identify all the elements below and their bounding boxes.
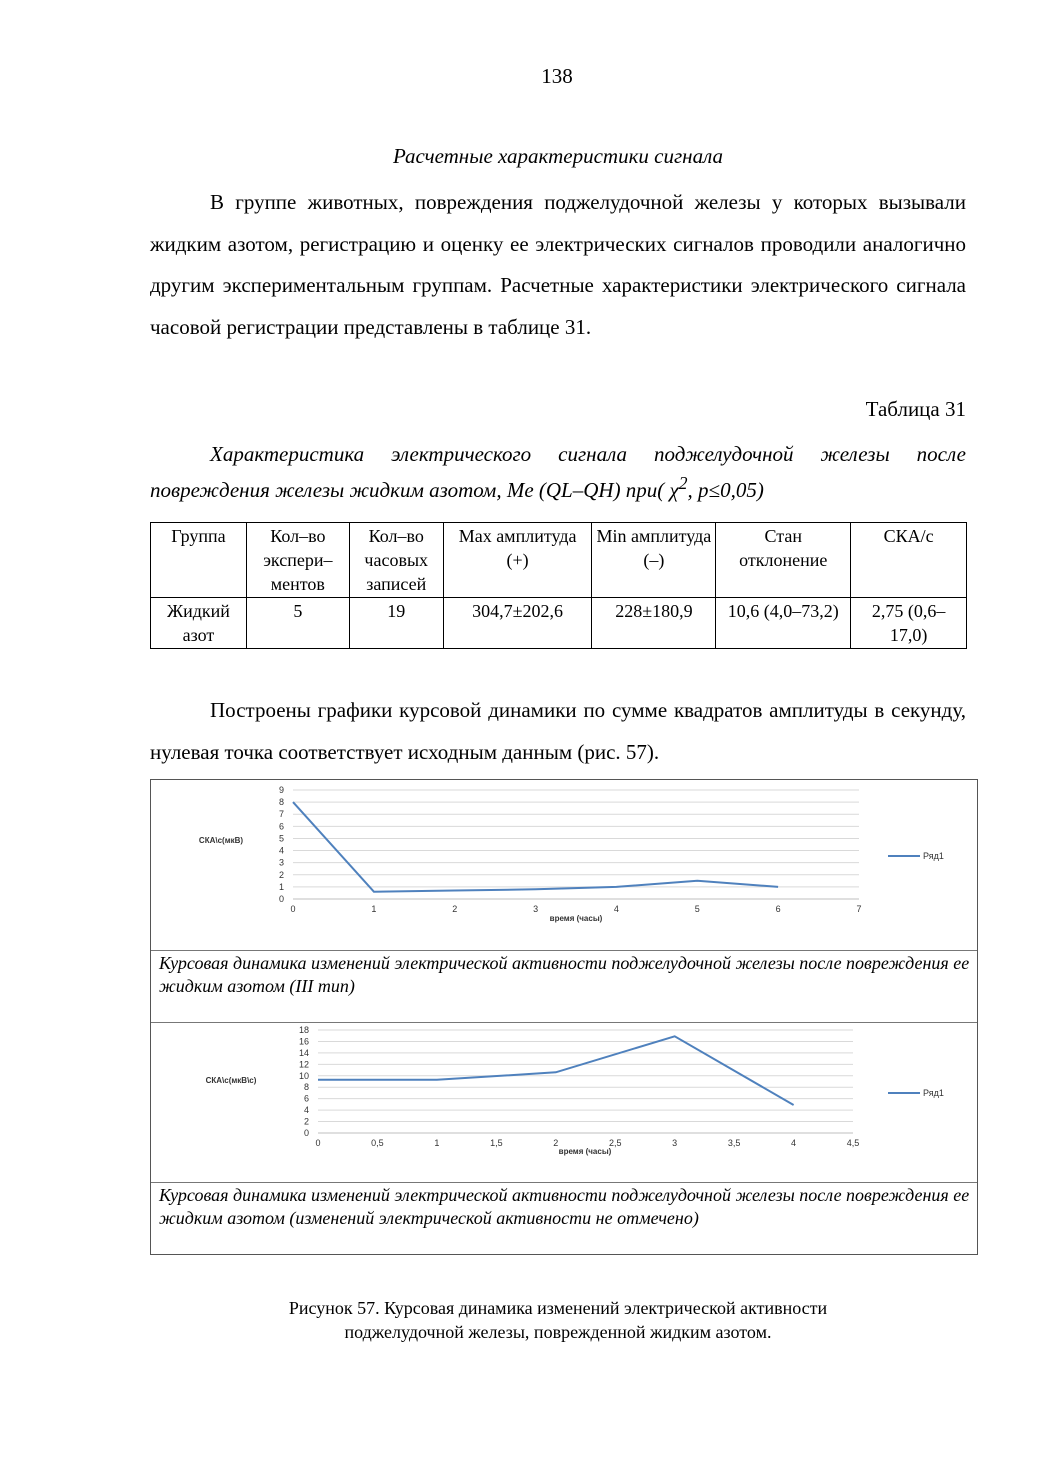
y-tick-label: 6: [303, 1093, 309, 1104]
intro-paragraph-text: В группе животных, повреждения поджелудочной железы у которых вызывали жидким азотом, регистрацию и оценку ее электрических сигналов проводили аналогично другим экспериментальным группам. Расчетные характеристики электрического сигнала часовой регистрации представлены в таблице 31.: [150, 190, 966, 339]
y-tick-label: 14: [298, 1047, 309, 1058]
paragraph-2: [150, 690, 966, 773]
x-tick-label: 4,5: [846, 1138, 860, 1148]
x-tick-label: 2: [452, 904, 458, 914]
table-caption-text: Характеристика электрического сигнала поджелудочной железы после повреждения железы жидким азотом, Me (QL–QH) при( χ: [150, 442, 966, 502]
legend-label: Ряд1: [923, 851, 944, 861]
table-caption-tail: , p≤0,05): [687, 478, 764, 502]
x-tick-label: 4: [613, 904, 619, 914]
y-tick-label: 18: [298, 1025, 309, 1035]
chart-1-separator: [151, 950, 977, 951]
x-tick-label: 2,5: [608, 1138, 622, 1148]
y-tick-label: 12: [298, 1059, 309, 1070]
y-tick-label: 5: [278, 833, 284, 844]
table-caption-superscript: 2: [678, 473, 688, 493]
series-line: [293, 802, 778, 892]
y-tick-label: 16: [298, 1036, 309, 1047]
x-tick-label: 3: [533, 904, 539, 914]
figure-title: [150, 1296, 966, 1344]
table-header-cell: Группа: [151, 523, 247, 598]
table-cell: 304,7±202,6: [443, 598, 592, 649]
table-header-row: [151, 523, 967, 598]
chart-2-caption: Курсовая динамика изменений электрической активности поджелудочной железы после повреждения ее жидким азотом (изменений электрической активности не отмечено): [159, 1185, 970, 1228]
table-header-cell: Max амплитуда (+): [443, 523, 592, 598]
x-tick-label: 1: [434, 1138, 440, 1148]
y-axis-label: СКА\с(мкВ): [198, 836, 244, 845]
table-header-cell: Min амплитуда (–): [592, 523, 716, 598]
y-tick-label: 7: [278, 809, 284, 820]
x-tick-label: 5: [694, 904, 700, 914]
intro-paragraph: [150, 182, 966, 348]
x-axis-label: время (часы): [549, 914, 603, 923]
table-cell: Жидкий азот: [151, 598, 247, 649]
table-caption: [150, 440, 966, 505]
chart-2: [151, 1023, 977, 1183]
table-cell: 2,75 (0,6–17,0): [851, 598, 967, 649]
y-tick-label: 9: [278, 785, 284, 795]
x-tick-label: 3: [672, 1138, 678, 1148]
x-tick-label: 1: [371, 904, 377, 914]
table-header-cell: Стан отклонение: [716, 523, 851, 598]
y-tick-label: 4: [278, 845, 284, 856]
page-number: 138: [541, 64, 573, 88]
x-axis-label: время (часы): [558, 1147, 612, 1156]
figure-title-line-1: Рисунок 57. Курсовая динамика изменений электрической активности: [288, 1298, 828, 1318]
y-axis-label: СКА\с(мкВ\с): [205, 1076, 257, 1085]
table-cell: 5: [246, 598, 349, 649]
section-title: Расчетные характеристики сигнала: [393, 144, 723, 168]
table-header-cell: СКА/с: [851, 523, 967, 598]
chart-2-caption-separator: [151, 1182, 977, 1183]
table-cell: 228±180,9: [592, 598, 716, 649]
x-tick-label: 1,5: [490, 1138, 503, 1148]
table-cell: 10,6 (4,0–73,2): [716, 598, 851, 649]
y-tick-label: 3: [278, 857, 284, 868]
data-table: [150, 522, 967, 649]
table-row: [151, 598, 967, 649]
x-tick-label: 0: [290, 904, 296, 914]
y-tick-label: 8: [278, 797, 284, 808]
x-tick-label: 0: [315, 1138, 321, 1148]
y-tick-label: 2: [278, 869, 284, 880]
x-tick-label: 2: [553, 1138, 559, 1148]
legend-label: Ряд1: [923, 1088, 944, 1098]
y-tick-label: 2: [303, 1116, 309, 1127]
paragraph-2-text: Построены графики курсовой динамики по сумме квадратов амплитуды в секунду, нулевая точка соответствует исходным данным (рис. 57).: [150, 698, 966, 764]
series-line: [318, 1036, 794, 1105]
y-tick-label: 1: [278, 881, 284, 892]
chart-1-caption: Курсовая динамика изменений электрической активности поджелудочной железы после повреждения ее жидким азотом (III тип): [159, 953, 970, 996]
y-tick-label: 8: [303, 1082, 309, 1093]
y-tick-label: 0: [303, 1128, 309, 1138]
figure-title-line-2: поджелудочной железы, поврежденной жидким азотом.: [344, 1322, 772, 1342]
table-cell: 19: [349, 598, 443, 649]
figure-frame: [150, 779, 978, 1255]
x-tick-label: 6: [775, 904, 781, 914]
chart-1: [151, 780, 977, 950]
x-tick-label: 4: [791, 1138, 797, 1148]
table-label: Таблица 31: [865, 397, 966, 421]
table-header-cell: Кол–во экспери–ментов: [246, 523, 349, 598]
y-tick-label: 4: [303, 1105, 309, 1116]
x-tick-label: 3,5: [727, 1138, 741, 1148]
y-tick-label: 0: [278, 894, 284, 904]
x-tick-label: 0,5: [371, 1138, 384, 1148]
y-tick-label: 6: [278, 821, 284, 832]
y-tick-label: 10: [298, 1070, 309, 1081]
x-tick-label: 7: [856, 904, 862, 914]
table-header-cell: Кол–во часовых записей: [349, 523, 443, 598]
